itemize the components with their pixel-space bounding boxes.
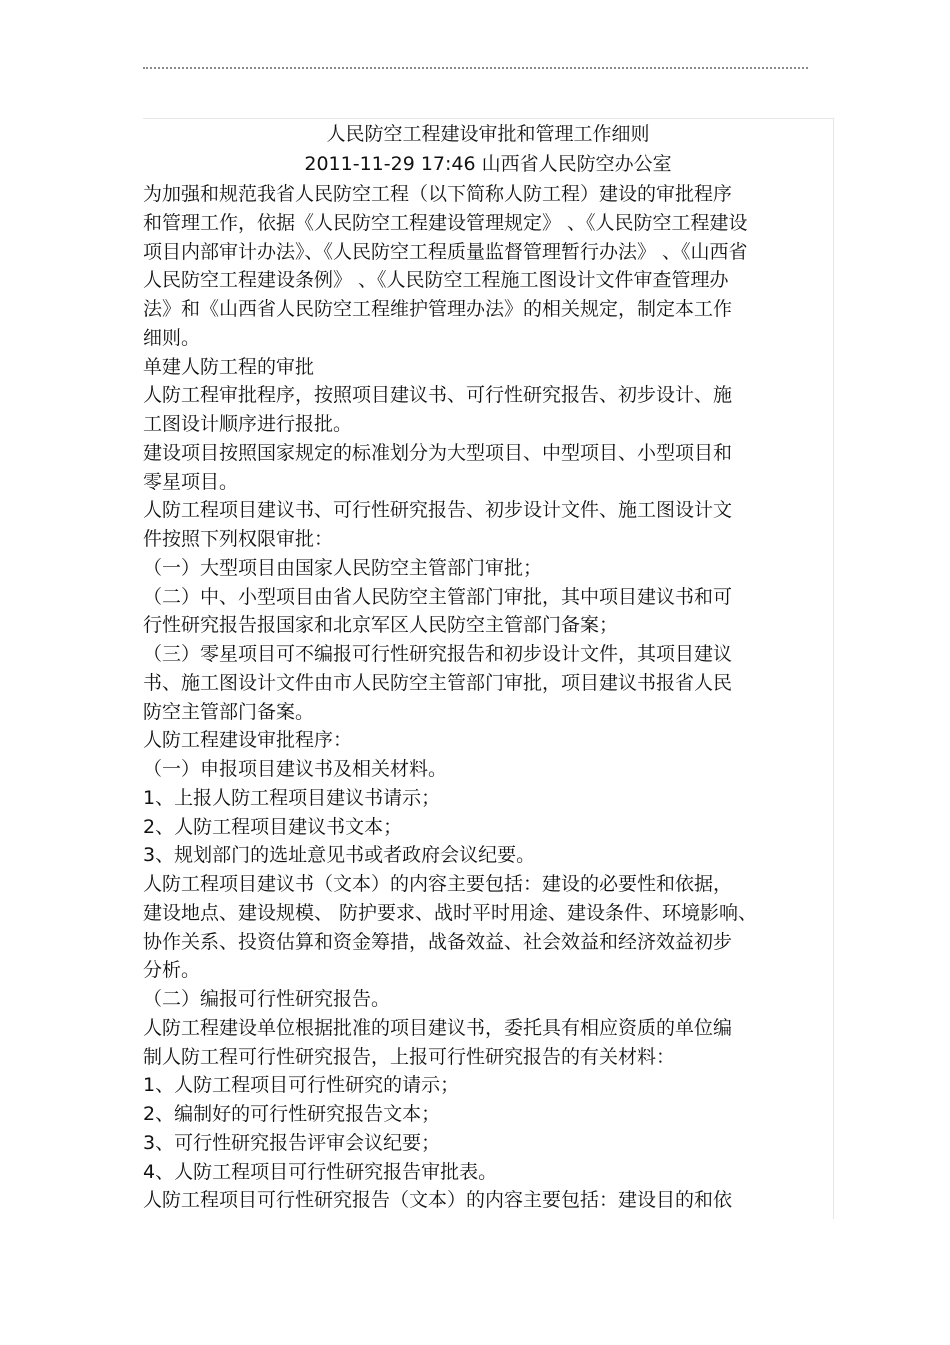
body-line: 和管理工作，依据《人民防空工程建设管理规定》 、《人民防空工程建设 — [143, 211, 748, 234]
body-line: 细则。 — [143, 326, 201, 349]
body-line: 人防工程审批程序，按照项目建议书、可行性研究报告、初步设计、施 — [143, 384, 733, 407]
body-line: （一）大型项目由国家人民防空主管部门审批； — [143, 556, 543, 579]
body-line: 建设地点、建设规模、 防护要求、战时平时用途、建设条件、环境影响、 — [143, 901, 758, 924]
body-line: 项目内部审计办法》、《人民防空工程质量监督管理暂行办法》 、《山西省 — [143, 240, 748, 263]
document-body — [143, 180, 843, 1215]
body-line: 3、可行性研究报告评审会议纪要； — [143, 1131, 441, 1154]
body-line: 1、上报人防工程项目建议书请示； — [143, 786, 441, 809]
body-line: 人防工程项目可行性研究报告（文本）的内容主要包括：建设目的和依 — [143, 1189, 733, 1212]
body-line: 人防工程项目建议书（文本）的内容主要包括：建设的必要性和依据， — [143, 873, 733, 895]
body-line: 防空主管部门备案。 — [143, 700, 315, 723]
body-line: （一）申报项目建议书及相关材料。 — [143, 758, 448, 780]
body-line: 人防工程建设审批程序： — [143, 729, 353, 752]
body-line: 单建人防工程的审批 — [143, 355, 315, 378]
body-line: 为加强和规范我省人民防空工程（以下简称人防工程）建设的审批程序 — [143, 183, 733, 205]
body-line: （三）零星项目可不编报可行性研究报告和初步设计文件，其项目建议 — [143, 643, 733, 665]
body-line: 法》和《山西省人民防空工程维护管理办法》的相关规定，制定本工作 — [143, 298, 733, 320]
header-dotted-rule — [143, 67, 808, 69]
body-line: 2、编制好的可行性研究报告文本； — [143, 1103, 441, 1125]
body-line: 人民防空工程建设条例》 、《人民防空工程施工图设计文件审查管理办 — [143, 269, 729, 292]
body-line: 2、人防工程项目建议书文本； — [143, 815, 403, 838]
body-line: 书、施工图设计文件由市人民防空主管部门审批，项目建议书报省人民 — [143, 671, 733, 694]
body-line: 件按照下列权限审批： — [143, 528, 334, 550]
body-line: 行性研究报告报国家和北京军区人民防空主管部门备案； — [143, 614, 619, 637]
body-line: 4、人防工程项目可行性研究报告审批表。 — [143, 1160, 498, 1183]
body-line: （二）编报可行性研究报告。 — [143, 988, 391, 1010]
body-line: 零星项目。 — [143, 470, 239, 493]
document-dateline: 2011-11-29 17:46 山西省人民防空办公室 — [304, 153, 672, 175]
body-line: 分析。 — [143, 959, 201, 982]
body-line: 制人防工程可行性研究报告，上报可行性研究报告的有关材料： — [143, 1045, 676, 1068]
body-line: 人防工程项目建议书、可行性研究报告、初步设计文件、施工图设计文 — [143, 499, 733, 522]
body-line: 3、规划部门的选址意见书或者政府会议纪要。 — [143, 844, 536, 867]
body-line: 协作关系、投资估算和资金筹措，战备效益、社会效益和经济效益初步 — [143, 930, 733, 953]
body-line: 人防工程建设单位根据批准的项目建议书，委托具有相应资质的单位编 — [143, 1016, 733, 1039]
body-line: 建设项目按照国家规定的标准划分为大型项目、中型项目、小型项目和 — [143, 441, 733, 464]
body-line: （二）中、小型项目由省人民防空主管部门审批，其中项目建议书和可 — [143, 585, 733, 608]
body-line: 工图设计顺序进行报批。 — [143, 413, 353, 435]
document-title: 人民防空工程建设审批和管理工作细则 — [326, 123, 650, 145]
body-line: 1、人防工程项目可行性研究的请示； — [143, 1074, 460, 1097]
